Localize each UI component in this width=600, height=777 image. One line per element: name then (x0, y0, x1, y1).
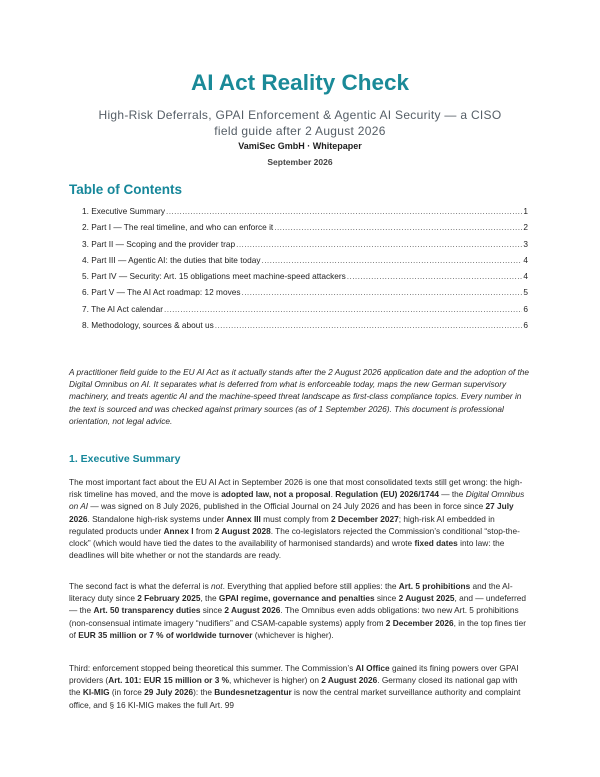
toc-leader-dots (236, 239, 522, 249)
publication-date: September 2026 (267, 157, 333, 167)
text-run: (whichever is higher). (252, 629, 334, 640)
text-run: since (200, 605, 225, 616)
toc-entry-page: 6 (523, 303, 528, 314)
text-run: , whichever is higher) on (229, 675, 322, 686)
toc-entry[interactable] (82, 255, 528, 271)
text-run: , and — undeferred — the (69, 593, 527, 616)
bold-text-run: AI Office (355, 663, 390, 673)
toc-entry-page: 5 (523, 287, 528, 298)
toc-entry-label: 8. Methodology, sources & about us (82, 320, 214, 331)
bold-text-run: adopted law, not a proposal (221, 489, 331, 500)
bold-text-run: Art. 101: EUR 15 million or 3 % (108, 675, 230, 686)
section-heading-executive-summary: 1. Executive Summary (69, 453, 181, 465)
bold-text-run: fixed dates (414, 538, 458, 549)
toc-entry[interactable] (82, 304, 528, 320)
summary-paragraph-2 (69, 580, 531, 641)
text-run: ; high-risk AI embedded in regulated products under (69, 513, 495, 536)
bold-text-run: 2 August 2028 (214, 525, 271, 536)
italic-text-run: not (211, 581, 223, 591)
toc-entry[interactable] (82, 239, 528, 255)
toc-leader-dots (242, 287, 523, 297)
text-run: . Germany closed its national gap with the (69, 675, 518, 698)
toc-leader-dots (215, 320, 523, 330)
text-run: is now the central market surveillance authority and complaint office, and § 16 KI-MIG makes the full Art. 99 (69, 687, 521, 710)
bold-text-run: 2 August 2026 (321, 675, 378, 686)
organization-line: VamiSec GmbH · Whitepaper (238, 141, 362, 151)
text-run: gained its fining powers over GPAI providers ( (69, 663, 519, 686)
toc-leader-dots (164, 304, 522, 314)
bold-text-run: Annex I (163, 525, 194, 536)
text-run: . The co-legislators rejected the Commission’s conditional “stop-the-clock” (which would have tied the dates to the availability of harmonised standards) and wrote (69, 525, 520, 549)
toc-entry-page: 2 (523, 222, 528, 233)
text-run: from (193, 525, 215, 536)
toc-entry-label: 5. Part IV — Security: Art. 15 obligations meet machine-speed attackers (82, 271, 346, 282)
bold-text-run: 29 July 2026 (144, 687, 194, 698)
toc-entry[interactable] (82, 320, 528, 336)
text-run: The second fact is what the deferral is (69, 581, 212, 591)
bold-text-run: 2 December 2027 (330, 513, 399, 524)
document-subtitle: High-Risk Deferrals, GPAI Enforcement & Agentic AI Security — a CISO field guide after 2 August 2026 (98, 108, 502, 138)
italic-text-run: Digital Omnibus on AI (69, 489, 525, 512)
text-run: , in the top fines tier of (69, 617, 527, 640)
toc-entry[interactable] (82, 287, 528, 303)
toc-leader-dots (347, 271, 523, 281)
table-of-contents (82, 206, 528, 336)
text-run: The most important fact about the EU AI Act in September 2026 is one that most consolidated texts still get wrong: the high-risk timeline has moved, and the move is (69, 477, 523, 500)
document-title: AI Act Reality Check (191, 70, 409, 95)
toc-leader-dots (262, 255, 523, 265)
text-run: , the (200, 593, 219, 604)
bold-text-run: Bundesnetzagentur (214, 687, 292, 698)
bold-text-run: Annex III (226, 513, 261, 524)
bold-text-run: EUR 35 million or 7 % of worldwide turnover (78, 629, 253, 640)
text-run: — was signed on 8 July 2026, published in the Official Journal on 24 July 2026 and has been in force since (88, 501, 486, 512)
text-run: . Standalone high-risk systems under (87, 513, 227, 524)
text-run: and the AI-literacy duty since (69, 581, 513, 604)
bold-text-run: 2 August 2026 (224, 605, 281, 616)
bold-text-run: 2 August 2025 (398, 593, 455, 604)
toc-entry-page: 4 (523, 271, 528, 282)
bold-text-run: KI-MIG (82, 687, 110, 698)
intro-abstract: A practitioner field guide to the EU AI Act as it actually stands after the 2 August 2026 application date and the adoption of the Digital Omnibus on AI. It separates what is deferred from what is enforceable today, maps the new German supervisory machinery, and treats agentic AI and the machine-speed threat landscape as first-class compliance topics. Every number in the text is sourced and was checked against primary sources (as of 1 September 2026). This document is professional orientation, not legal advice. (69, 367, 530, 426)
bold-text-run: Art. 50 transparency duties (93, 605, 201, 616)
toc-entry-label: 7. The AI Act calendar (82, 303, 164, 314)
bold-text-run: Art. 5 prohibitions (398, 581, 471, 591)
text-run: (in force (109, 687, 145, 698)
toc-entry-label: 1. Executive Summary (82, 206, 165, 216)
toc-entry[interactable] (82, 222, 528, 238)
bold-text-run: 2 February 2025 (137, 593, 201, 604)
text-run: Third: enforcement stopped being theoretical this summer. The Commission’s (69, 663, 356, 673)
toc-heading: Table of Contents (69, 182, 182, 197)
toc-leader-dots (274, 222, 522, 232)
toc-entry-label: 3. Part II — Scoping and the provider trap (82, 238, 236, 249)
toc-entry[interactable] (82, 271, 528, 287)
toc-leader-dots (166, 206, 522, 216)
text-run: . Everything that applied before still applies: the (222, 581, 399, 591)
summary-paragraph-1 (69, 476, 531, 561)
toc-entry[interactable] (82, 206, 528, 222)
text-run: must comply from (260, 513, 331, 524)
text-run: ): the (193, 687, 215, 698)
toc-entry-label: 2. Part I — The real timeline, and who can enforce it (82, 222, 274, 233)
bold-text-run: GPAI regime, governance and penalties (218, 593, 375, 604)
text-run: since (374, 593, 399, 604)
toc-entry-page: 1 (523, 206, 528, 216)
bold-text-run: Regulation (EU) 2026/1744 (335, 489, 439, 500)
text-run: . (330, 489, 336, 500)
bold-text-run: 27 July 2026 (69, 501, 514, 524)
bold-text-run: 2 December 2026 (385, 617, 454, 628)
text-run: — the (438, 489, 466, 500)
toc-entry-page: 3 (523, 238, 528, 249)
text-run: . The Omnibus even adds obligations: two new Art. 5 prohibitions (non-consensual intimate imagery “nudifiers” and CSAM-capable systems) apply from (69, 605, 519, 628)
toc-entry-label: 6. Part V — The AI Act roadmap: 12 moves (82, 287, 241, 298)
toc-entry-page: 6 (523, 320, 528, 331)
text-run: into law: the deadlines will bite whether or not the standards are ready. (69, 538, 505, 561)
toc-entry-label: 4. Part III — Agentic AI: the duties that bite today (82, 254, 261, 265)
toc-entry-page: 4 (523, 254, 528, 265)
summary-paragraph-3 (69, 662, 531, 711)
